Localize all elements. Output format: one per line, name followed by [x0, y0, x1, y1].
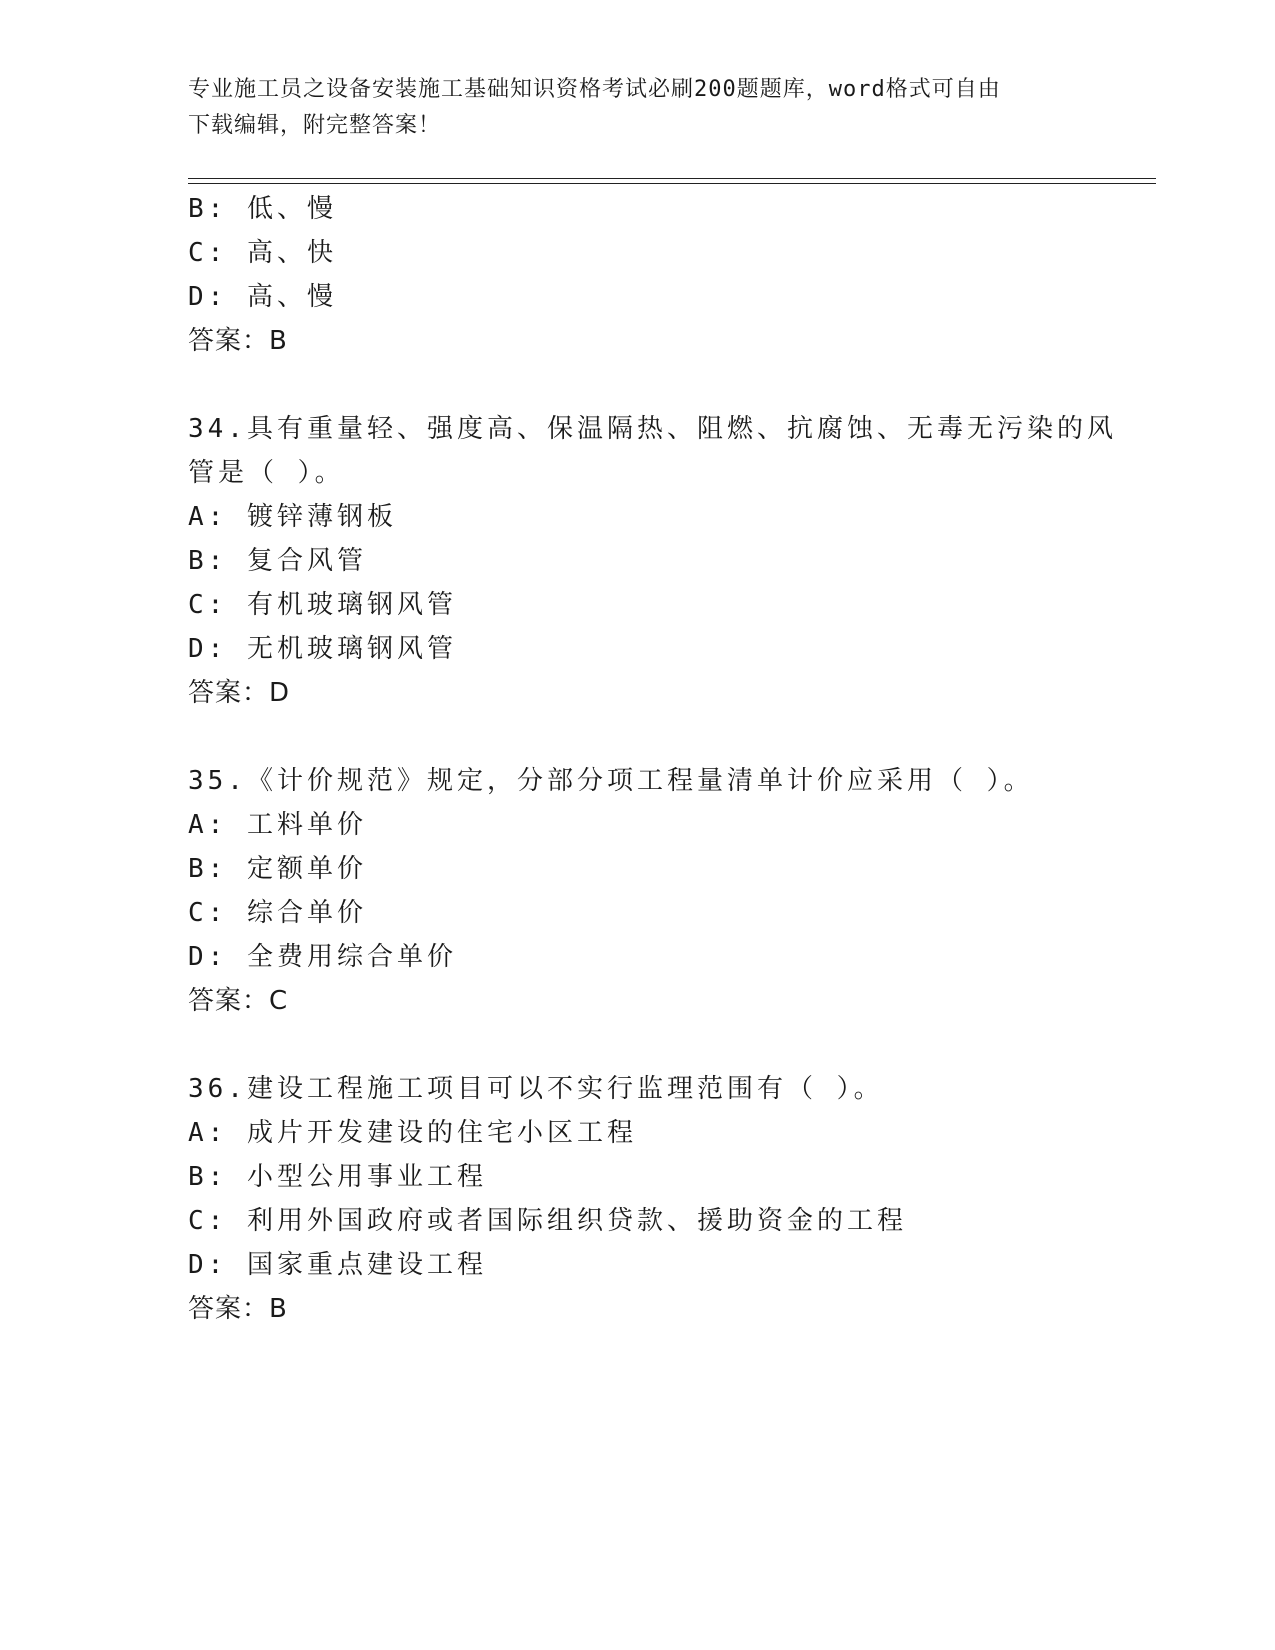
question-36-answer: 答案：B — [188, 1294, 288, 1324]
question-36-option-d: D: 国家重点建设工程 — [188, 1250, 487, 1280]
question-35-option-d: D: 全费用综合单价 — [188, 942, 457, 972]
header-line-2: 下载编辑，附完整答案！ — [188, 113, 442, 138]
header-line-1: 专业施工员之设备安装施工基础知识资格考试必刷200题题库，word格式可自由 — [188, 77, 1001, 102]
document-header — [188, 72, 1068, 144]
prev-option-c: C: 高、快 — [188, 238, 337, 268]
question-35-stem: 35.《计价规范》规定，分部分项工程量清单计价应采用（ ）。 — [188, 766, 1034, 796]
question-34-option-c: C: 有机玻璃钢风管 — [188, 590, 457, 620]
question-34-stem-line-2: 管是（ ）。 — [188, 458, 345, 488]
question-35-answer: 答案：C — [188, 986, 289, 1016]
prev-answer: 答案：B — [188, 326, 288, 356]
question-34-stem-line-1: 34.具有重量轻、强度高、保温隔热、阻燃、抗腐蚀、无毒无污染的风 — [188, 414, 1117, 444]
question-35-option-b: B: 定额单价 — [188, 854, 367, 884]
prev-option-b: B: 低、慢 — [188, 194, 337, 224]
prev-option-d: D: 高、慢 — [188, 282, 337, 312]
question-36-option-b: B: 小型公用事业工程 — [188, 1162, 487, 1192]
question-35-option-c: C: 综合单价 — [188, 898, 367, 928]
question-34-option-a: A: 镀锌薄钢板 — [188, 502, 397, 532]
header-divider-top — [188, 178, 1156, 179]
question-36-option-c: C: 利用外国政府或者国际组织贷款、援助资金的工程 — [188, 1206, 907, 1236]
question-34-answer: 答案：D — [188, 678, 291, 708]
question-34-option-b: B: 复合风管 — [188, 546, 367, 576]
question-34-option-d: D: 无机玻璃钢风管 — [188, 634, 457, 664]
header-divider-bottom — [188, 183, 1156, 184]
question-36-option-a: A: 成片开发建设的住宅小区工程 — [188, 1118, 637, 1148]
question-35-option-a: A: 工料单价 — [188, 810, 367, 840]
question-36-stem: 36.建设工程施工项目可以不实行监理范围有（ ）。 — [188, 1074, 884, 1104]
